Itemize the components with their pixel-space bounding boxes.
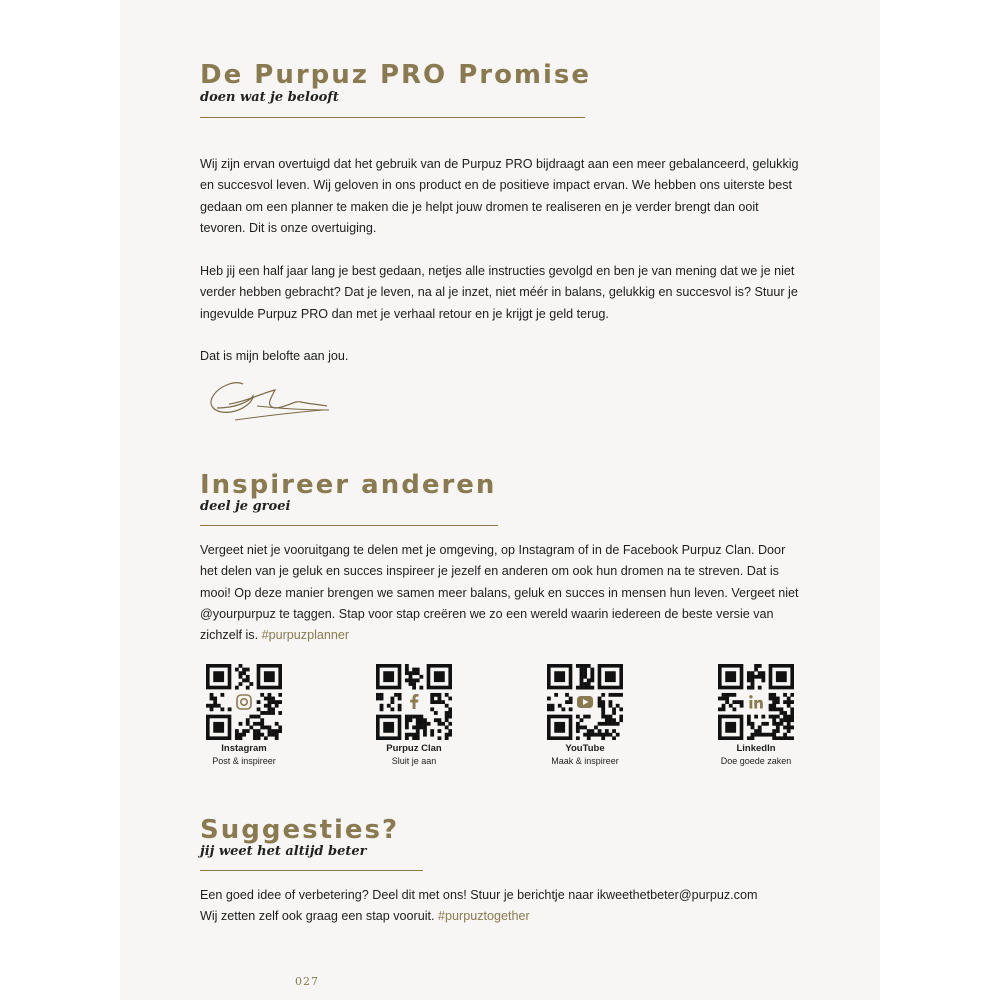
qr-title: LinkedIn (736, 743, 776, 754)
hashtag-purpuztogether[interactable]: #purpuztogether (438, 909, 530, 924)
promise-title: De Purpuz PRO Promise (200, 60, 592, 90)
linkedin-icon (745, 691, 767, 713)
promise-paragraph-3: Dat is mijn belofte aan jou. (200, 349, 349, 363)
hashtag-purpuzplanner[interactable]: #purpuzplanner (261, 628, 350, 643)
promise-paragraph-2: Heb jij een half jaar lang je best gedaan, netjes alle instructies gevolgd en ben je van mening dat we je niet verder hebben gebracht? Dat je leven, na al je inzet, niet méér in balans, gelukkig en succesvol is? Stuur je ingevulde Purpuz PRO dan met je verhaal retour en je krijgt je geld terug. (200, 264, 798, 321)
inspire-title: Inspireer anderen (200, 470, 497, 500)
page-number: 027 (295, 975, 319, 988)
suggestions-line-1: Een goed idee of verbetering? Deel dit met ons! Stuur je berichtje naar ikweethetbeter@purpuz.com (200, 888, 758, 902)
suggestions-divider (200, 870, 423, 871)
qr-linkedin[interactable] (676, 664, 836, 767)
qr-purpuz-clan[interactable] (334, 664, 494, 767)
qr-code[interactable] (718, 664, 794, 740)
inspire-subtitle: deel je groei (200, 499, 291, 514)
qr-title: Purpuz Clan (386, 743, 442, 754)
signature (205, 372, 335, 432)
page (120, 0, 880, 1000)
facebook-icon (403, 691, 425, 713)
qr-subtitle: Post & inspireer (212, 756, 276, 766)
qr-code[interactable] (547, 664, 623, 740)
qr-subtitle: Sluit je aan (391, 756, 437, 766)
qr-subtitle: Maak & inspireer (551, 756, 619, 766)
promise-subtitle: doen wat je belooft (200, 90, 339, 105)
promise-paragraph-1: Wij zijn ervan overtuigd dat het gebruik van de Purpuz PRO bijdraagt aan een meer gebalanceerd, gelukkig en succesvol leven. Wij geloven in ons product en de positieve impact ervan. We hebben ons uiterste best gedaan om een planner te maken die je helpt jouw dromen te realiseren en je verder brengt dan ooit tevoren. Dit is onze overtuiging. (200, 157, 799, 235)
qr-subtitle: Doe goede zaken (720, 756, 792, 766)
inspire-text: Vergeet niet je vooruitgang te delen met je omgeving, op Instagram of in de Facebook Purpuz Clan. Door het delen van je geluk en succes inspireer je jezelf en anderen om ook hun dromen na te streven. Dat is mooi! Op deze manier brengen we samen meer balans, geluk en succes in mensen hun leven. Vergeet niet @yourpurpuz te taggen. Stap voor stap creëren we zo een wereld waarin iedereen de beste versie van zichzelf is. (200, 543, 799, 643)
inspire-divider (200, 525, 498, 526)
suggestions-paragraph (200, 885, 804, 928)
suggestions-line-2: Wij zetten zelf ook graag een stap vooruit. (200, 909, 435, 924)
suggestions-title: Suggesties? (200, 815, 400, 845)
qr-code[interactable] (376, 664, 452, 740)
qr-youtube[interactable] (505, 664, 665, 767)
instagram-icon (233, 691, 255, 713)
qr-title: Instagram (221, 743, 267, 754)
qr-code[interactable] (206, 664, 282, 740)
suggestions-subtitle: jij weet het altijd beter (200, 844, 367, 859)
inspire-paragraph (200, 540, 804, 646)
qr-instagram[interactable] (164, 664, 324, 767)
qr-title: YouTube (565, 743, 605, 754)
youtube-icon (574, 691, 596, 713)
promise-divider (200, 117, 585, 118)
